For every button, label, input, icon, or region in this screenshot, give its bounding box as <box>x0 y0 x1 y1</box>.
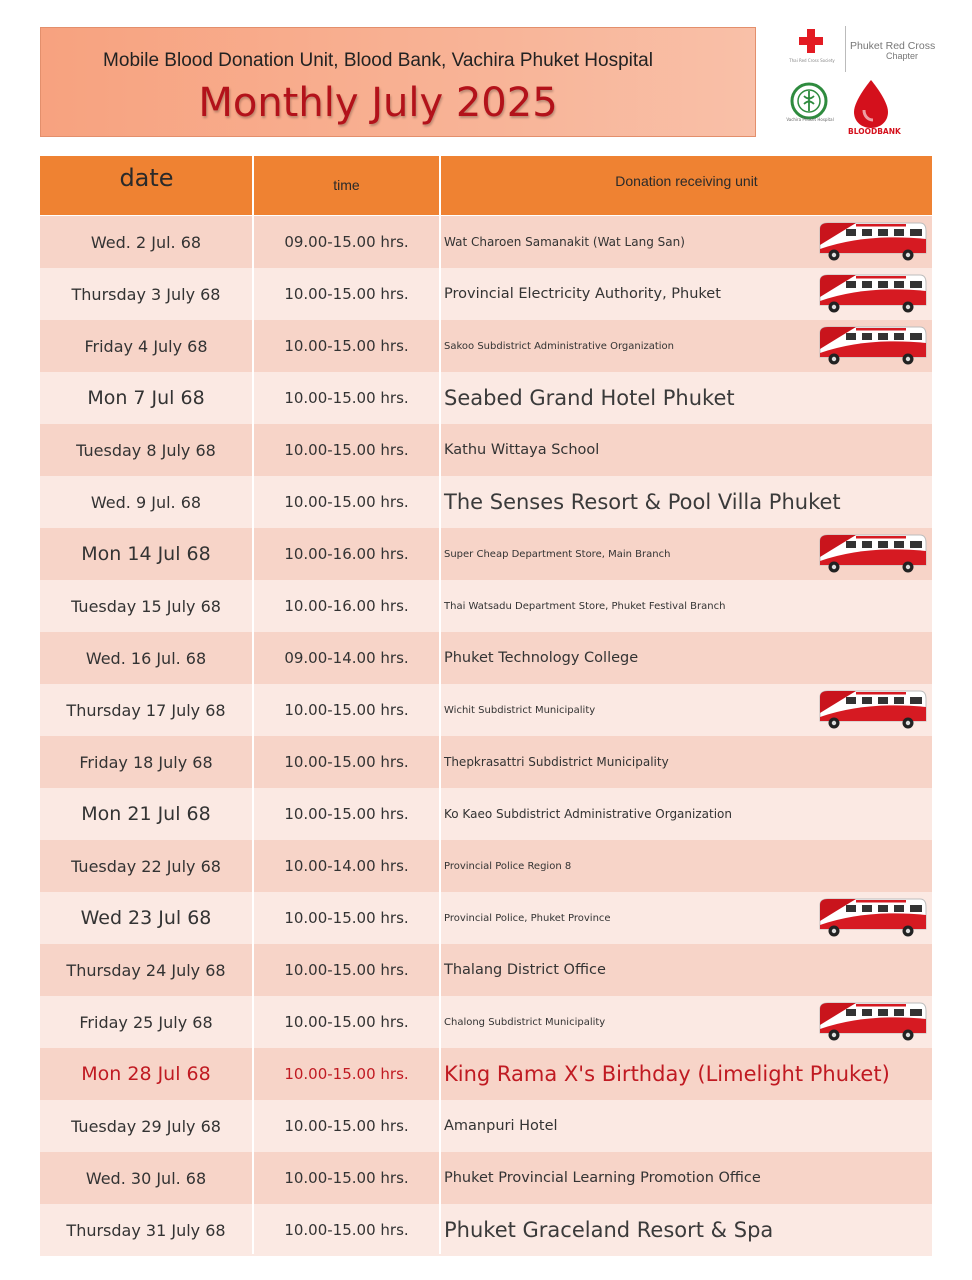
row-date: Thursday 17 July 68 <box>66 700 226 720</box>
table-row <box>40 736 932 788</box>
row-unit: Thalang District Office <box>444 962 606 978</box>
table-row <box>40 944 932 996</box>
row-date: Mon 7 Jul 68 <box>87 387 205 409</box>
title-banner <box>40 27 756 137</box>
row-time: 10.00-15.00 hrs. <box>284 493 409 511</box>
table-row <box>40 1204 932 1256</box>
row-unit: The Senses Resort & Pool Villa Phuket <box>444 490 841 514</box>
header-date: date <box>119 164 174 192</box>
mobile-blood-bus-icon <box>816 999 928 1045</box>
mobile-blood-bus-icon <box>816 323 928 369</box>
banner-subtitle: Mobile Blood Donation Unit, Blood Bank, Vachira Phuket Hospital <box>103 50 653 71</box>
row-time: 09.00-14.00 hrs. <box>284 649 409 667</box>
row-time: 10.00-15.00 hrs. <box>284 1013 409 1031</box>
schedule-table <box>40 156 932 1254</box>
row-time: 10.00-15.00 hrs. <box>284 961 409 979</box>
row-time: 10.00-15.00 hrs. <box>284 753 409 771</box>
table-row <box>40 476 932 528</box>
blood-bank-logo-icon <box>846 76 906 136</box>
row-date: Wed. 2 Jul. 68 <box>90 232 202 252</box>
row-date: Tuesday 22 July 68 <box>71 856 221 876</box>
row-date: Mon 21 Jul 68 <box>81 803 211 825</box>
row-date: Friday 4 July 68 <box>84 336 208 356</box>
row-date: Mon 28 Jul 68 <box>81 1063 211 1085</box>
mobile-blood-bus-icon <box>816 687 928 733</box>
row-time: 10.00-15.00 hrs. <box>284 285 409 303</box>
row-unit: Wichit Subdistrict Municipality <box>444 704 596 716</box>
ministry-caption: Vachira Phuket Hospital <box>786 117 834 122</box>
red-cross-chapter: Chapter <box>886 51 919 62</box>
header-unit: Donation receiving unit <box>615 173 758 189</box>
mobile-blood-bus-icon <box>816 219 928 265</box>
row-date: Thursday 3 July 68 <box>71 284 221 304</box>
row-time: 10.00-15.00 hrs. <box>284 805 409 823</box>
mobile-blood-bus-icon <box>816 895 928 941</box>
column-divider <box>439 156 441 1254</box>
table-row <box>40 320 932 372</box>
table-row <box>40 892 932 944</box>
row-date: Tuesday 8 July 68 <box>76 440 216 460</box>
row-unit: Ko Kaeo Subdistrict Administrative Organization <box>444 807 732 821</box>
row-unit: Chalong Subdistrict Municipality <box>444 1016 606 1028</box>
row-unit: Amanpuri Hotel <box>444 1118 558 1134</box>
table-row <box>40 528 932 580</box>
row-unit: Provincial Police, Phuket Province <box>444 912 611 924</box>
table-row <box>40 684 932 736</box>
column-divider <box>252 156 254 1254</box>
table-row <box>40 216 932 268</box>
mobile-blood-bus-icon <box>816 271 928 317</box>
row-time: 10.00-15.00 hrs. <box>284 389 409 407</box>
row-unit: Phuket Provincial Learning Promotion Office <box>444 1170 761 1186</box>
row-date: Wed. 16 Jul. 68 <box>85 648 207 668</box>
row-date: Tuesday 29 July 68 <box>71 1116 221 1136</box>
row-unit: Seabed Grand Hotel Phuket <box>444 386 735 410</box>
row-unit: Phuket Technology College <box>444 650 639 666</box>
table-row <box>40 268 932 320</box>
table-row <box>40 1048 932 1100</box>
row-time: 10.00-15.00 hrs. <box>284 701 409 719</box>
row-unit: Sakoo Subdistrict Administrative Organization <box>444 340 674 352</box>
table-header <box>40 156 932 215</box>
red-cross-caption: Thai Red Cross Society <box>789 58 835 63</box>
row-time: 10.00-15.00 hrs. <box>284 1221 409 1239</box>
table-row <box>40 788 932 840</box>
table-row <box>40 632 932 684</box>
row-unit: Wat Charoen Samanakit (Wat Lang San) <box>444 235 685 249</box>
row-unit: Thai Watsadu Department Store, Phuket Festival Branch <box>444 600 726 612</box>
red-cross-icon <box>798 28 824 54</box>
row-date: Wed. 30 Jul. 68 <box>85 1168 207 1188</box>
row-time: 10.00-15.00 hrs. <box>284 909 409 927</box>
row-time: 10.00-15.00 hrs. <box>284 1117 409 1135</box>
row-date: Friday 25 July 68 <box>79 1012 213 1032</box>
row-date: Wed. 9 Jul. 68 <box>90 492 202 512</box>
table-row <box>40 996 932 1048</box>
red-cross-chapter-logo <box>850 41 935 61</box>
row-unit: Provincial Electricity Authority, Phuket <box>444 286 721 302</box>
mobile-blood-bus-icon <box>816 531 928 577</box>
row-unit: Super Cheap Department Store, Main Branch <box>444 548 671 560</box>
row-time: 10.00-15.00 hrs. <box>284 1065 409 1083</box>
logos-area <box>780 22 960 142</box>
row-date: Thursday 31 July 68 <box>66 1220 226 1240</box>
blood-bank-label: BLOODBANK <box>848 127 901 136</box>
row-unit: Provincial Police Region 8 <box>444 860 572 872</box>
header-time: time <box>333 177 360 193</box>
table-row <box>40 580 932 632</box>
row-time: 10.00-16.00 hrs. <box>284 597 409 615</box>
row-time: 10.00-15.00 hrs. <box>284 337 409 355</box>
row-unit: Thepkrasattri Subdistrict Municipality <box>444 755 669 769</box>
row-time: 10.00-14.00 hrs. <box>284 857 409 875</box>
row-time: 09.00-15.00 hrs. <box>284 233 409 251</box>
row-date: Wed 23 Jul 68 <box>80 907 212 929</box>
table-row <box>40 840 932 892</box>
row-unit: Phuket Graceland Resort & Spa <box>444 1218 774 1242</box>
banner-title: Monthly July 2025 <box>198 80 558 126</box>
row-time: 10.00-15.00 hrs. <box>284 441 409 459</box>
row-time: 10.00-15.00 hrs. <box>284 1169 409 1187</box>
table-row <box>40 424 932 476</box>
logo-divider <box>845 26 846 72</box>
table-row <box>40 1100 932 1152</box>
red-cross-name: Phuket Red Cross <box>850 40 936 52</box>
ministry-emblem-icon <box>790 82 828 120</box>
row-date: Mon 14 Jul 68 <box>81 543 211 565</box>
row-unit: Kathu Wittaya School <box>444 442 600 458</box>
table-row <box>40 1152 932 1204</box>
row-date: Tuesday 15 July 68 <box>71 596 221 616</box>
row-unit: King Rama X's Birthday (Limelight Phuket) <box>444 1062 890 1086</box>
row-time: 10.00-16.00 hrs. <box>284 545 409 563</box>
table-row <box>40 372 932 424</box>
row-date: Thursday 24 July 68 <box>66 960 226 980</box>
row-date: Friday 18 July 68 <box>79 752 213 772</box>
